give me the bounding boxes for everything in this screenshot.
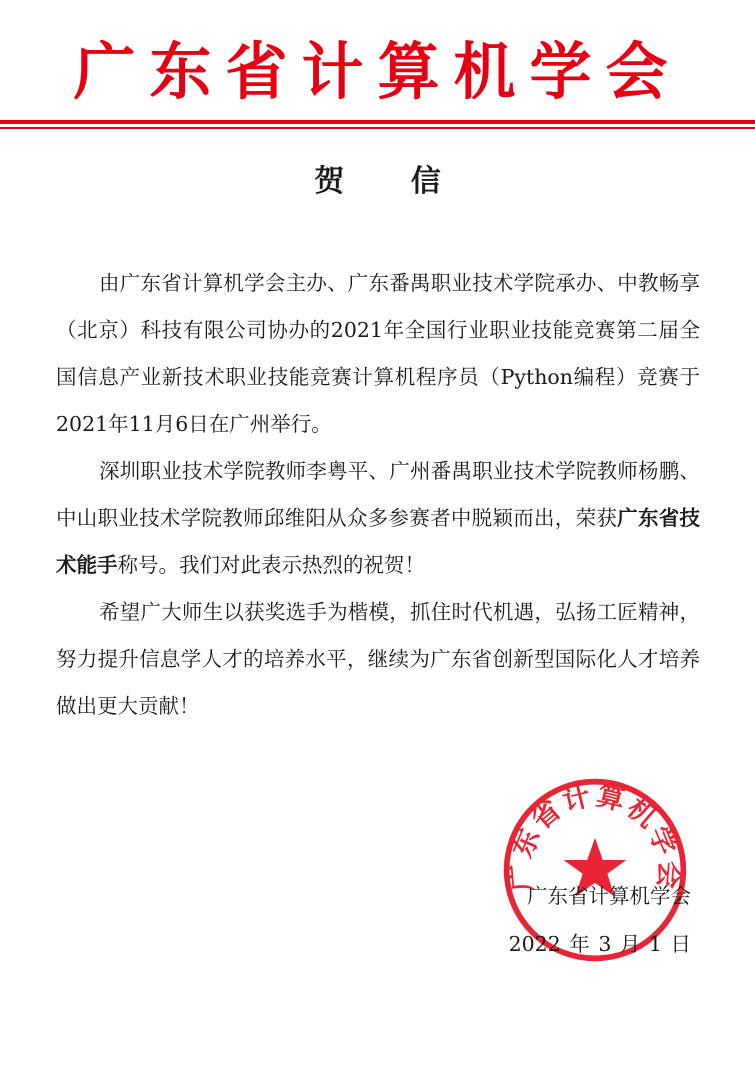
letterhead-rule-thin [0,127,755,129]
date-year-unit: 年 [569,932,590,956]
date-day-unit: 日 [670,932,691,956]
letterhead-org-name: 广东省计算机学会 [73,35,682,108]
paragraph-3: 希望广大师生以获奖选手为楷模，抓住时代机遇，弘扬工匠精神，努力提升信息学人才的培养水平，继续为广东省创新型国际化人才培养做出更大贡献！ [56,600,700,718]
letter-date [507,930,691,958]
letter-body [56,260,700,730]
paragraph-2-after: 称号。我们对此表示热烈的祝贺！ [117,553,425,577]
paragraph-1: 由广东省计算机学会主办、广东番禺职业技术学院承办、中教畅享（北京）科技有限公司协办的2021年全国行业职业技能竞赛第二届全国信息产业新技术职业技能竞赛计算机程序员（Python编程）竞赛于2021年11月6日在广州举行。 [56,271,700,436]
award-title: 广东省技术能手 [56,506,701,577]
document-title: 贺 信 [314,164,469,199]
paragraph-2 [56,448,700,589]
seal-text: 广东省计算机学会 [504,779,686,893]
letterhead-rule-thick [0,120,755,124]
paragraph-2-before: 深圳职业技术学院教师李粤平、广州番禺职业技术学院教师杨鹏、中山职业技术学院教师邱维阳从众多参赛者中脱颖而出，荣获 [56,459,700,530]
date-day: 1 [648,932,662,956]
date-year: 2022 [508,932,561,956]
date-month: 3 [598,932,612,956]
date-month-unit: 月 [619,932,641,956]
signature-org: 广东省计算机学会 [527,884,691,908]
